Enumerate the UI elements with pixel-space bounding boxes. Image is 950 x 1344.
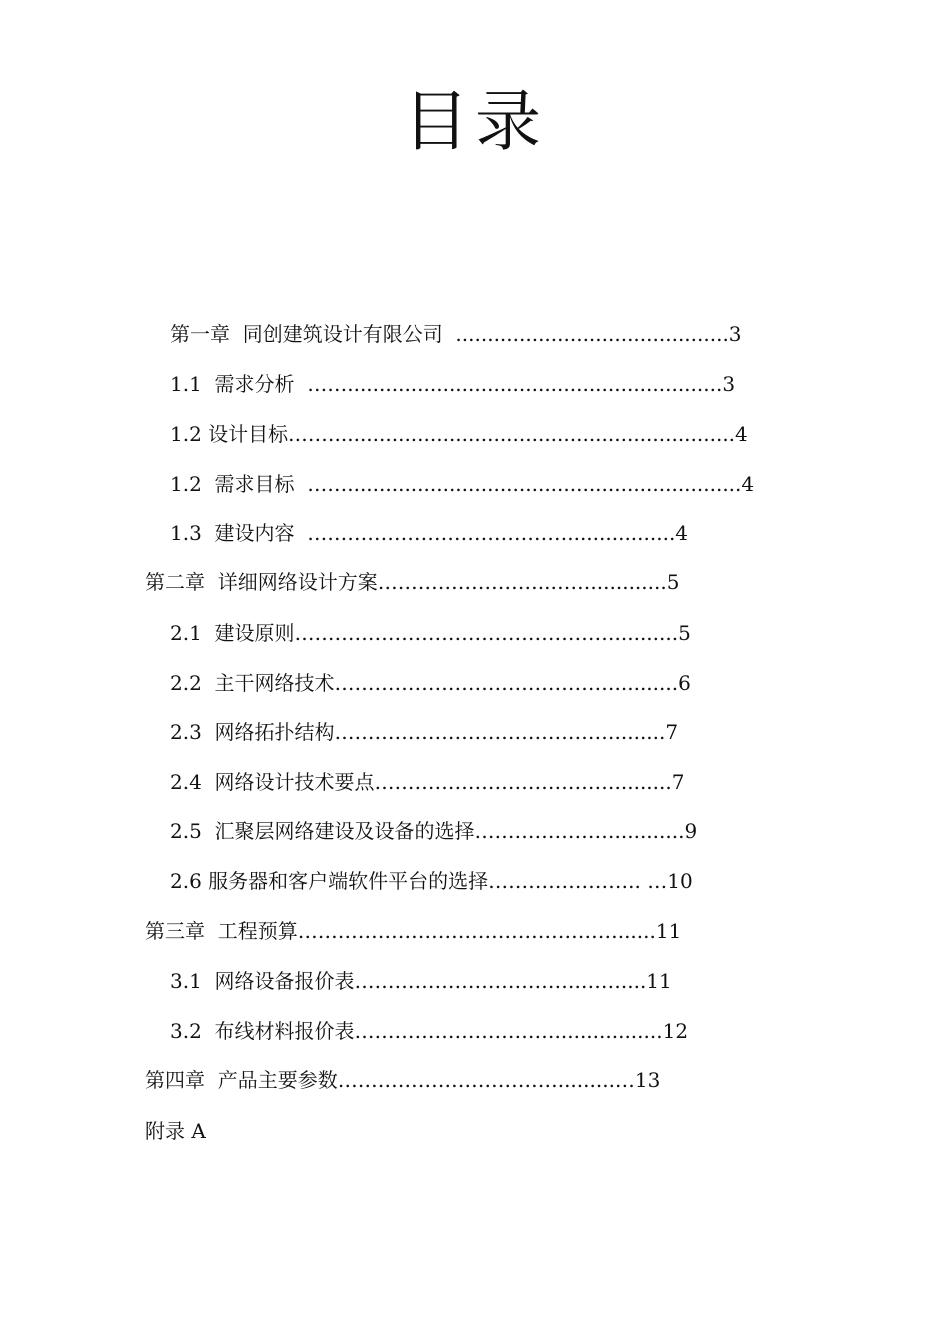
toc-entry-2-5[interactable]: 2.5 汇聚层网络建设及设备的选择…………………...........9 <box>170 819 698 843</box>
toc-entry-2-6[interactable]: 2.6 服务器和客户端软件平台的选择………………….. …10 <box>170 869 693 893</box>
toc-entry-chapter-2[interactable]: 第二章 详细网络设计方案……………………..……............5 <box>145 570 680 594</box>
toc-entry-2-2[interactable]: 2.2 主干网络技术……………………………………..........6 <box>170 671 691 695</box>
toc-entry-2-3[interactable]: 2.3 网络拓扑结构……………………………………........7 <box>170 720 679 744</box>
toc-entry-1-1[interactable]: 1.1 需求分析 ……...........................................................3 <box>170 372 736 396</box>
toc-entry-2-4[interactable]: 2.4 网络设计技术要点……………………………….........7 <box>170 770 685 794</box>
toc-entry-3-2[interactable]: 3.2 布线材料报价表………………………….................12 <box>170 1019 689 1043</box>
toc-entry-appendix-a[interactable]: 附录 A <box>145 1119 206 1143</box>
page-title: 目录 <box>403 83 547 160</box>
toc-entry-1-2-design-goal[interactable]: 1.2 设计目标.……...............................................................4 <box>170 422 748 446</box>
toc-entry-3-1[interactable]: 3.1 网络设备报价表…………………………….……....11 <box>170 969 672 993</box>
toc-entry-chapter-3[interactable]: 第三章 工程预算…………………………………………......11 <box>145 919 682 943</box>
toc-entry-1-3[interactable]: 1.3 建设内容 ………………………………….................4 <box>170 521 689 545</box>
toc-entry-chapter-1[interactable]: 第一章 同创建筑设计有限公司 ...........................................3 <box>170 322 742 346</box>
toc-entry-chapter-4[interactable]: 第四章 产品主要参数…………………………….........…13 <box>145 1068 661 1092</box>
toc-entry-2-1[interactable]: 2.1 建设原则…………………………………………..........5 <box>170 621 691 645</box>
toc-entry-1-2-requirement-goal[interactable]: 1.2 需求目标 ……..............................................................4 <box>170 472 755 496</box>
